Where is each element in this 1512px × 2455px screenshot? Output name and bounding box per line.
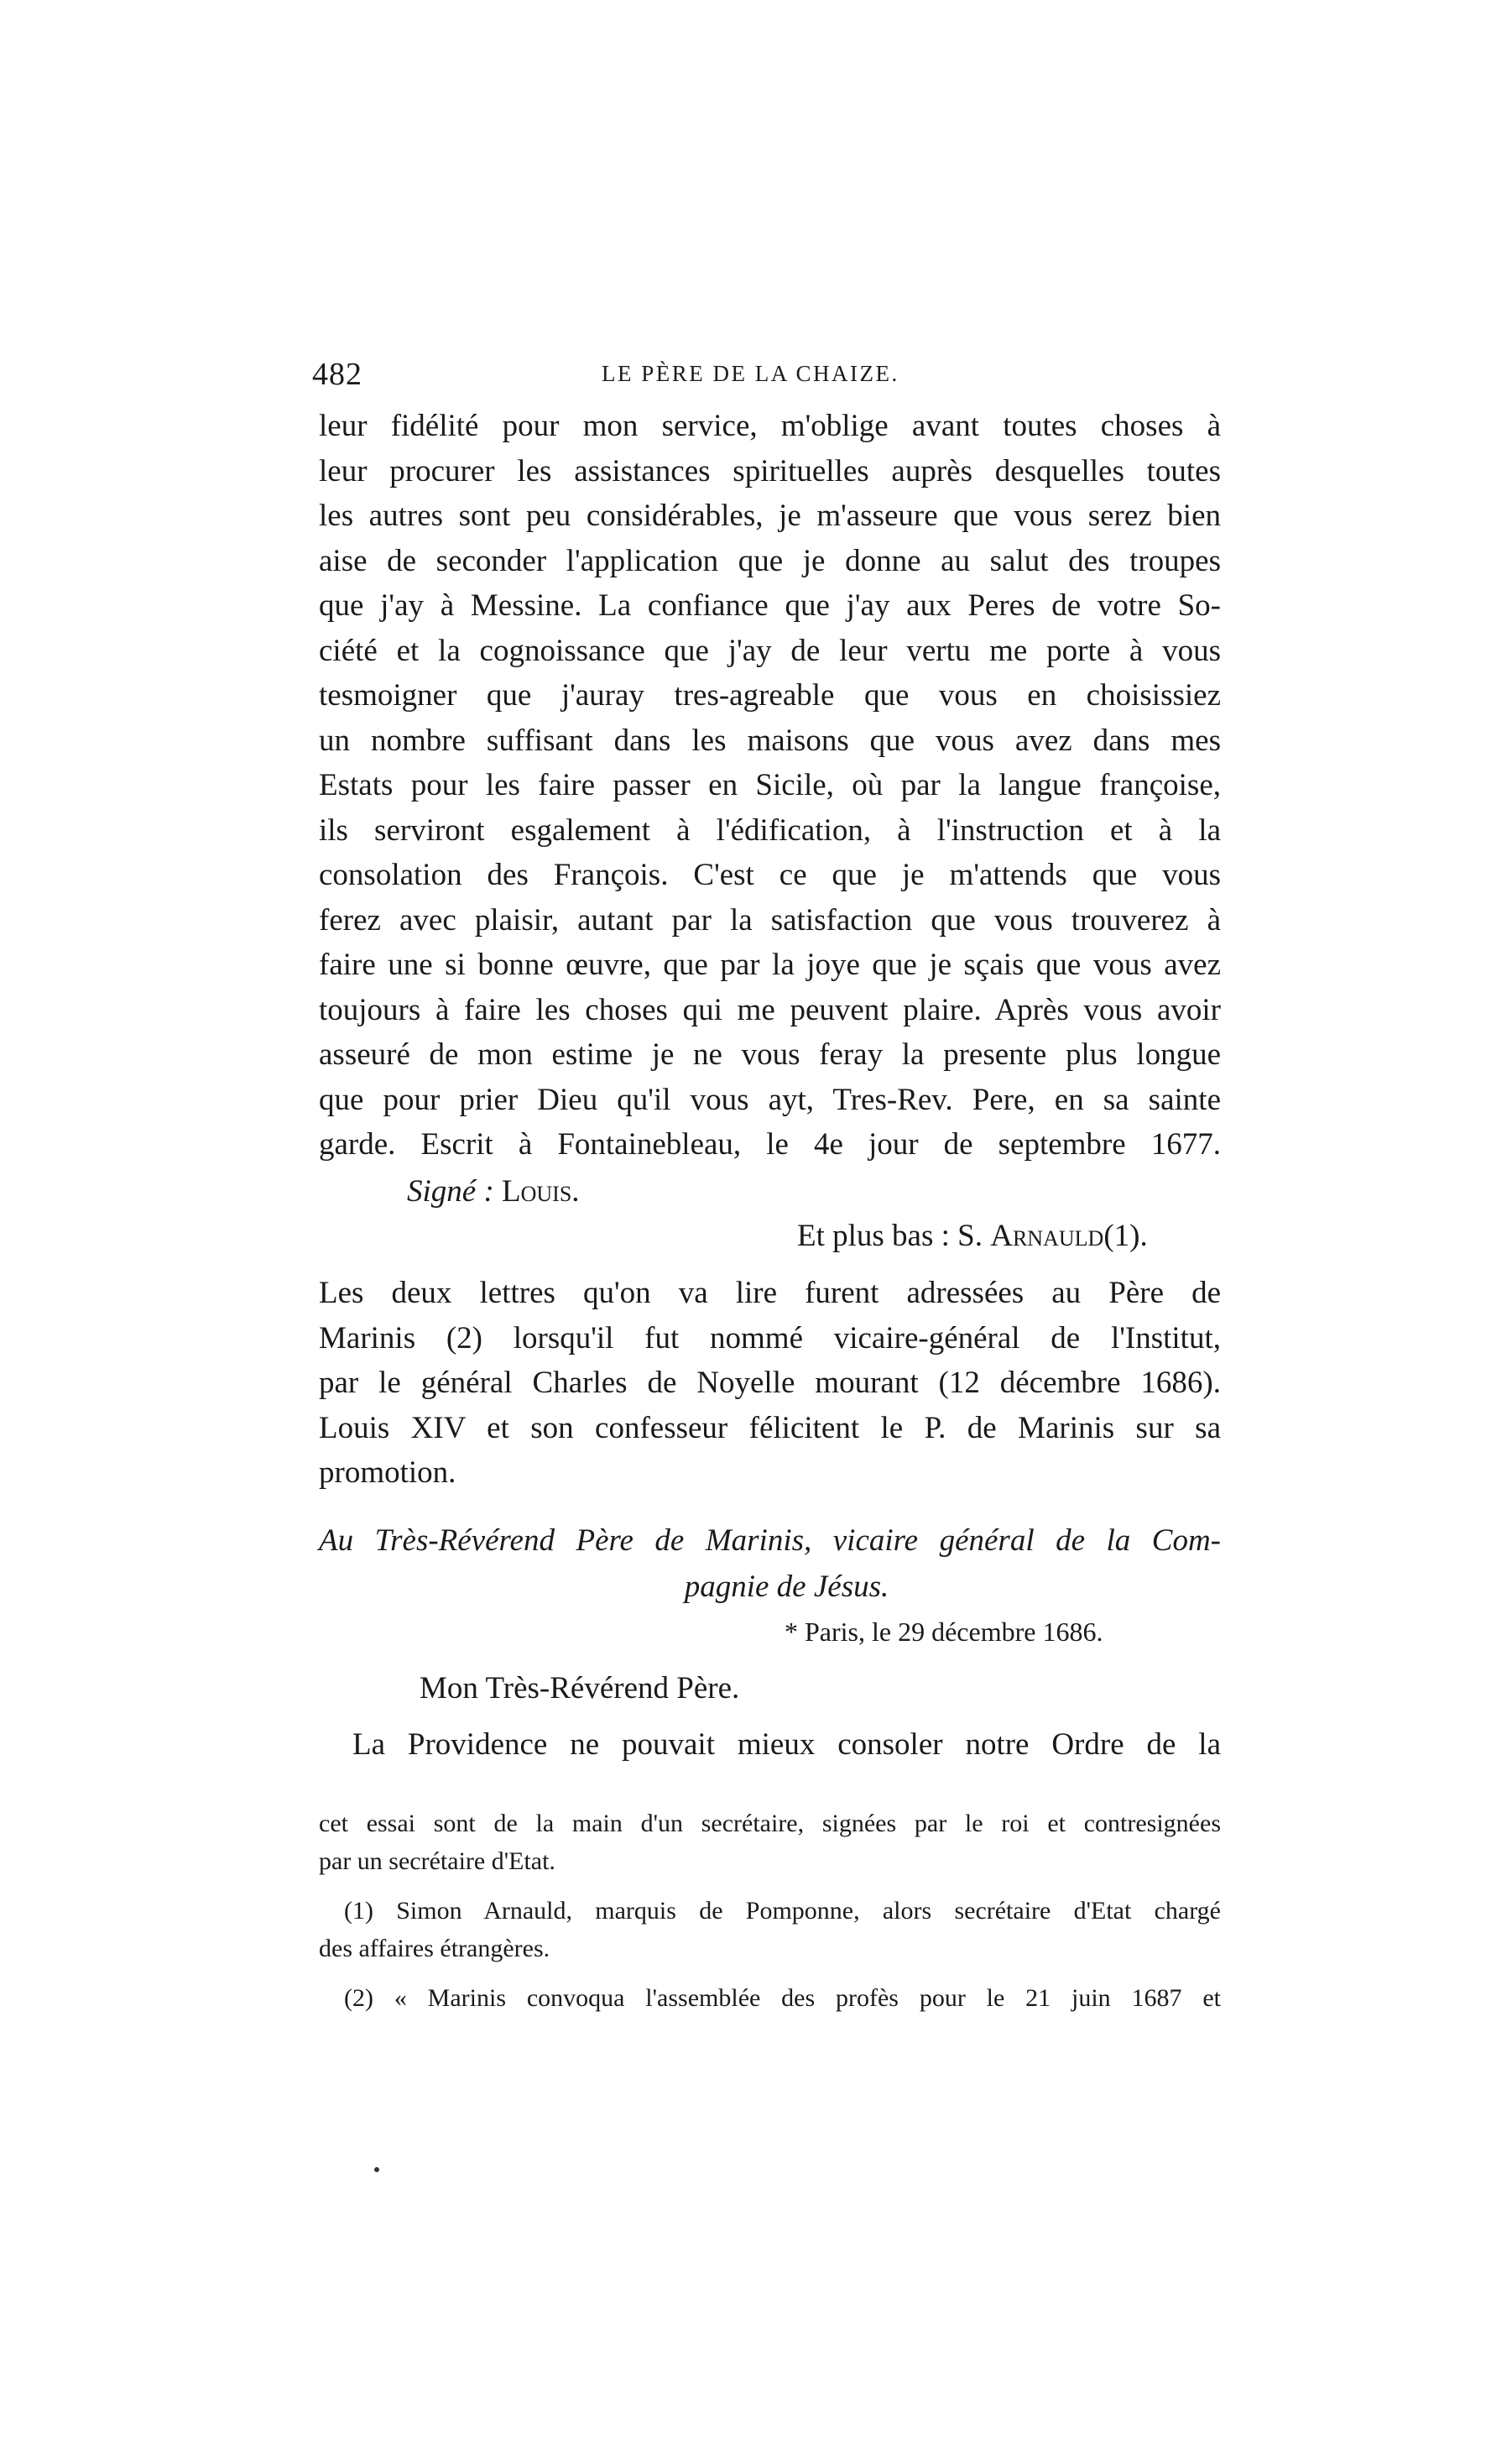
text-line: par le général Charles de Noyelle mourant (12 décembre 1686). — [319, 1366, 1221, 1400]
text-line: faire une si bonne œuvre, que par la joye que je sçais que vous avez — [319, 948, 1221, 982]
text-line: La Providence ne pouvait mieux consoler notre Ordre de la — [352, 1727, 1221, 1762]
plus-bas-note: (1). — [1103, 1219, 1148, 1253]
plus-bas-label: Et plus bas : S. — [797, 1219, 983, 1253]
text-line: consolation des François. C'est ce que je m'attends que vous — [319, 858, 1221, 892]
text-line: toujours à faire les choses qui me peuvent plaire. Après vous avoir — [319, 992, 1221, 1027]
footnote-line: (1) Simon Arnauld, marquis de Pomponne, alors secrétaire d'Etat chargé — [344, 1897, 1221, 1925]
footnote-gap — [319, 1967, 1221, 1979]
footnote-line: cet essai sont de la main d'un secrétaire, signées par le roi et contresignées — [319, 1810, 1221, 1837]
text-line: aise de seconder l'application que je donne au salut des troupes — [319, 543, 1221, 578]
dateline: * Paris, le 29 décembre 1686. — [785, 1617, 1103, 1647]
text-line: les autres sont peu considérables, je m'asseure que vous serez bien — [319, 499, 1221, 533]
page-header — [312, 356, 1225, 398]
text-line: Estats pour les faire passer en Sicile, où par la langue françoise, — [319, 768, 1221, 802]
countersignature-line — [797, 1215, 1148, 1257]
second-letter-body — [319, 1722, 1221, 1768]
page-number: 482 — [312, 357, 362, 392]
signature-line — [407, 1171, 580, 1213]
text-line: promotion. — [319, 1455, 456, 1490]
letter-body — [319, 404, 1221, 1167]
text-line: Les deux lettres qu'on va lire furent adressées au Père de — [319, 1276, 1221, 1310]
footnotes — [319, 1805, 1221, 2017]
signe-name: Louis. — [502, 1174, 580, 1209]
running-title: LE PÈRE DE LA CHAIZE. — [602, 361, 899, 386]
text-line: leur procurer les assistances spirituelles auprès desquelles toutes — [319, 453, 1221, 488]
address-heading — [319, 1517, 1221, 1610]
footnote-line: (2) « Marinis convoqua l'assemblée des profès pour le 21 juin 1687 et — [344, 1984, 1221, 2012]
plus-bas-name: Arnauld — [990, 1219, 1104, 1253]
text-line: que pour prier Dieu qu'il vous ayt, Tres-Rev. Pere, en sa sainte — [319, 1082, 1221, 1117]
text-line: tesmoigner que j'auray tres-agreable que vous en choisissiez — [319, 678, 1221, 713]
text-line: que j'ay à Messine. La confiance que j'ay aux Peres de votre So- — [319, 588, 1221, 623]
signe-label: Signé : — [407, 1174, 494, 1209]
text-line: un nombre suffisant dans les maisons que vous avez dans mes — [319, 723, 1221, 758]
text-line: ferez avec plaisir, autant par la satisfaction que vous trouverez à — [319, 902, 1221, 938]
text-line: asseuré de mon estime je ne vous feray la presente plus longue — [319, 1037, 1221, 1072]
salutation: Mon Très-Révérend Père. — [420, 1671, 740, 1705]
address-heading-line: Au Très-Révérend Père de Marinis, vicaire général de la Com- — [319, 1523, 1221, 1558]
text-line: garde. Escrit à Fontainebleau, le 4e jour de septembre 1677. — [319, 1127, 1221, 1162]
address-heading-line: pagnie de Jésus. — [684, 1570, 889, 1604]
ink-speck — [374, 2167, 379, 2172]
text-line: ils serviront esgalement à l'édification, à l'instruction et à la — [319, 812, 1221, 848]
text-line: ciété et la cognoissance que j'ay de leur vertu me porte à vous — [319, 633, 1221, 668]
footnote-gap — [319, 1880, 1221, 1892]
intro-paragraph — [319, 1271, 1221, 1496]
footnote-line: par un secrétaire d'Etat. — [319, 1847, 555, 1875]
text-line: leur fidélité pour mon service, m'oblige avant toutes choses à — [319, 409, 1221, 443]
footnote-line: des affaires étrangères. — [319, 1935, 550, 1962]
text-line: Louis XIV et son confesseur félicitent le P. de Marinis sur sa — [319, 1410, 1221, 1445]
text-line: Marinis (2) lorsqu'il fut nommé vicaire-général de l'Institut, — [319, 1320, 1221, 1355]
